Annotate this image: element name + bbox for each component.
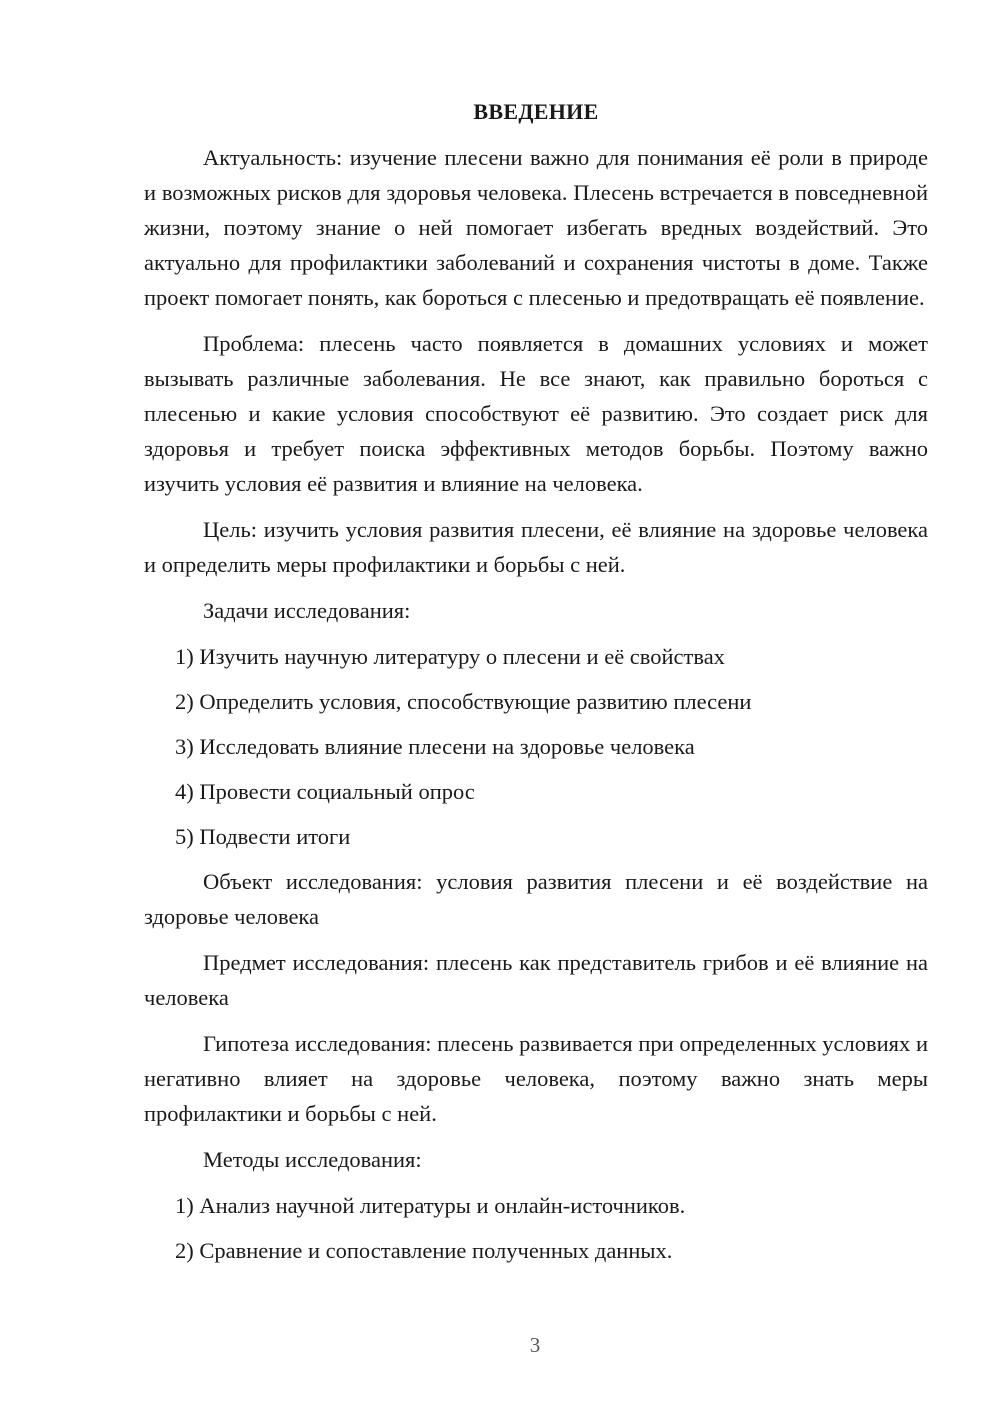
relevance-paragraph: Актуальность: изучение плесени важно для понимания её роли в природе и возможных рисков для здоровья человека. Плесень встречается в повседневной жизни, поэтому знание о ней помогает избегать вредных воздействий. Это актуально для профилактики заболеваний и сохранения чистоты в доме. Также проект помогает понять, как бороться с плесенью и предотвращать её появление. [144,145,928,310]
task-item: 2) Определить условия, способствующие развитию плесени [175,689,752,714]
page-number: 3 [529,1333,541,1357]
tasks-heading: Задачи исследования: [203,598,411,623]
hypothesis-paragraph: Гипотеза исследования: плесень развивается при определенных условиях и негативно влияет на здоровье человека, поэтому важно знать меры профилактики и борьбы с ней. [144,1031,928,1126]
methods-heading: Методы исследования: [203,1147,422,1172]
object-paragraph: Объект исследования: условия развития плесени и её воздействие на здоровье человека [144,869,928,929]
method-item: 2) Сравнение и сопоставление полученных данных. [175,1238,673,1263]
method-item: 1) Анализ научной литературы и онлайн-источников. [175,1193,686,1218]
task-item: 3) Исследовать влияние плесени на здоровье человека [175,734,695,759]
goal-paragraph: Цель: изучить условия развития плесени, её влияние на здоровье человека и определить меры профилактики и борьбы с ней. [144,517,928,577]
task-item: 1) Изучить научную литературу о плесени и её свойствах [175,644,725,669]
task-item: 4) Провести социальный опрос [175,779,475,804]
document-page [144,96,928,1278]
subject-paragraph: Предмет исследования: плесень как представитель грибов и её влияние на человека [144,950,928,1010]
problem-paragraph: Проблема: плесень часто появляется в домашних условиях и может вызывать различные заболевания. Не все знают, как правильно бороться с плесенью и какие условия способствуют её развитию. Это создает риск для здоровья и требует поиска эффективных методов борьбы. Поэтому важно изучить условия её развития и влияние на человека. [144,331,928,496]
section-title: ВВЕДЕНИЕ [473,99,599,124]
task-item: 5) Подвести итоги [175,824,351,849]
